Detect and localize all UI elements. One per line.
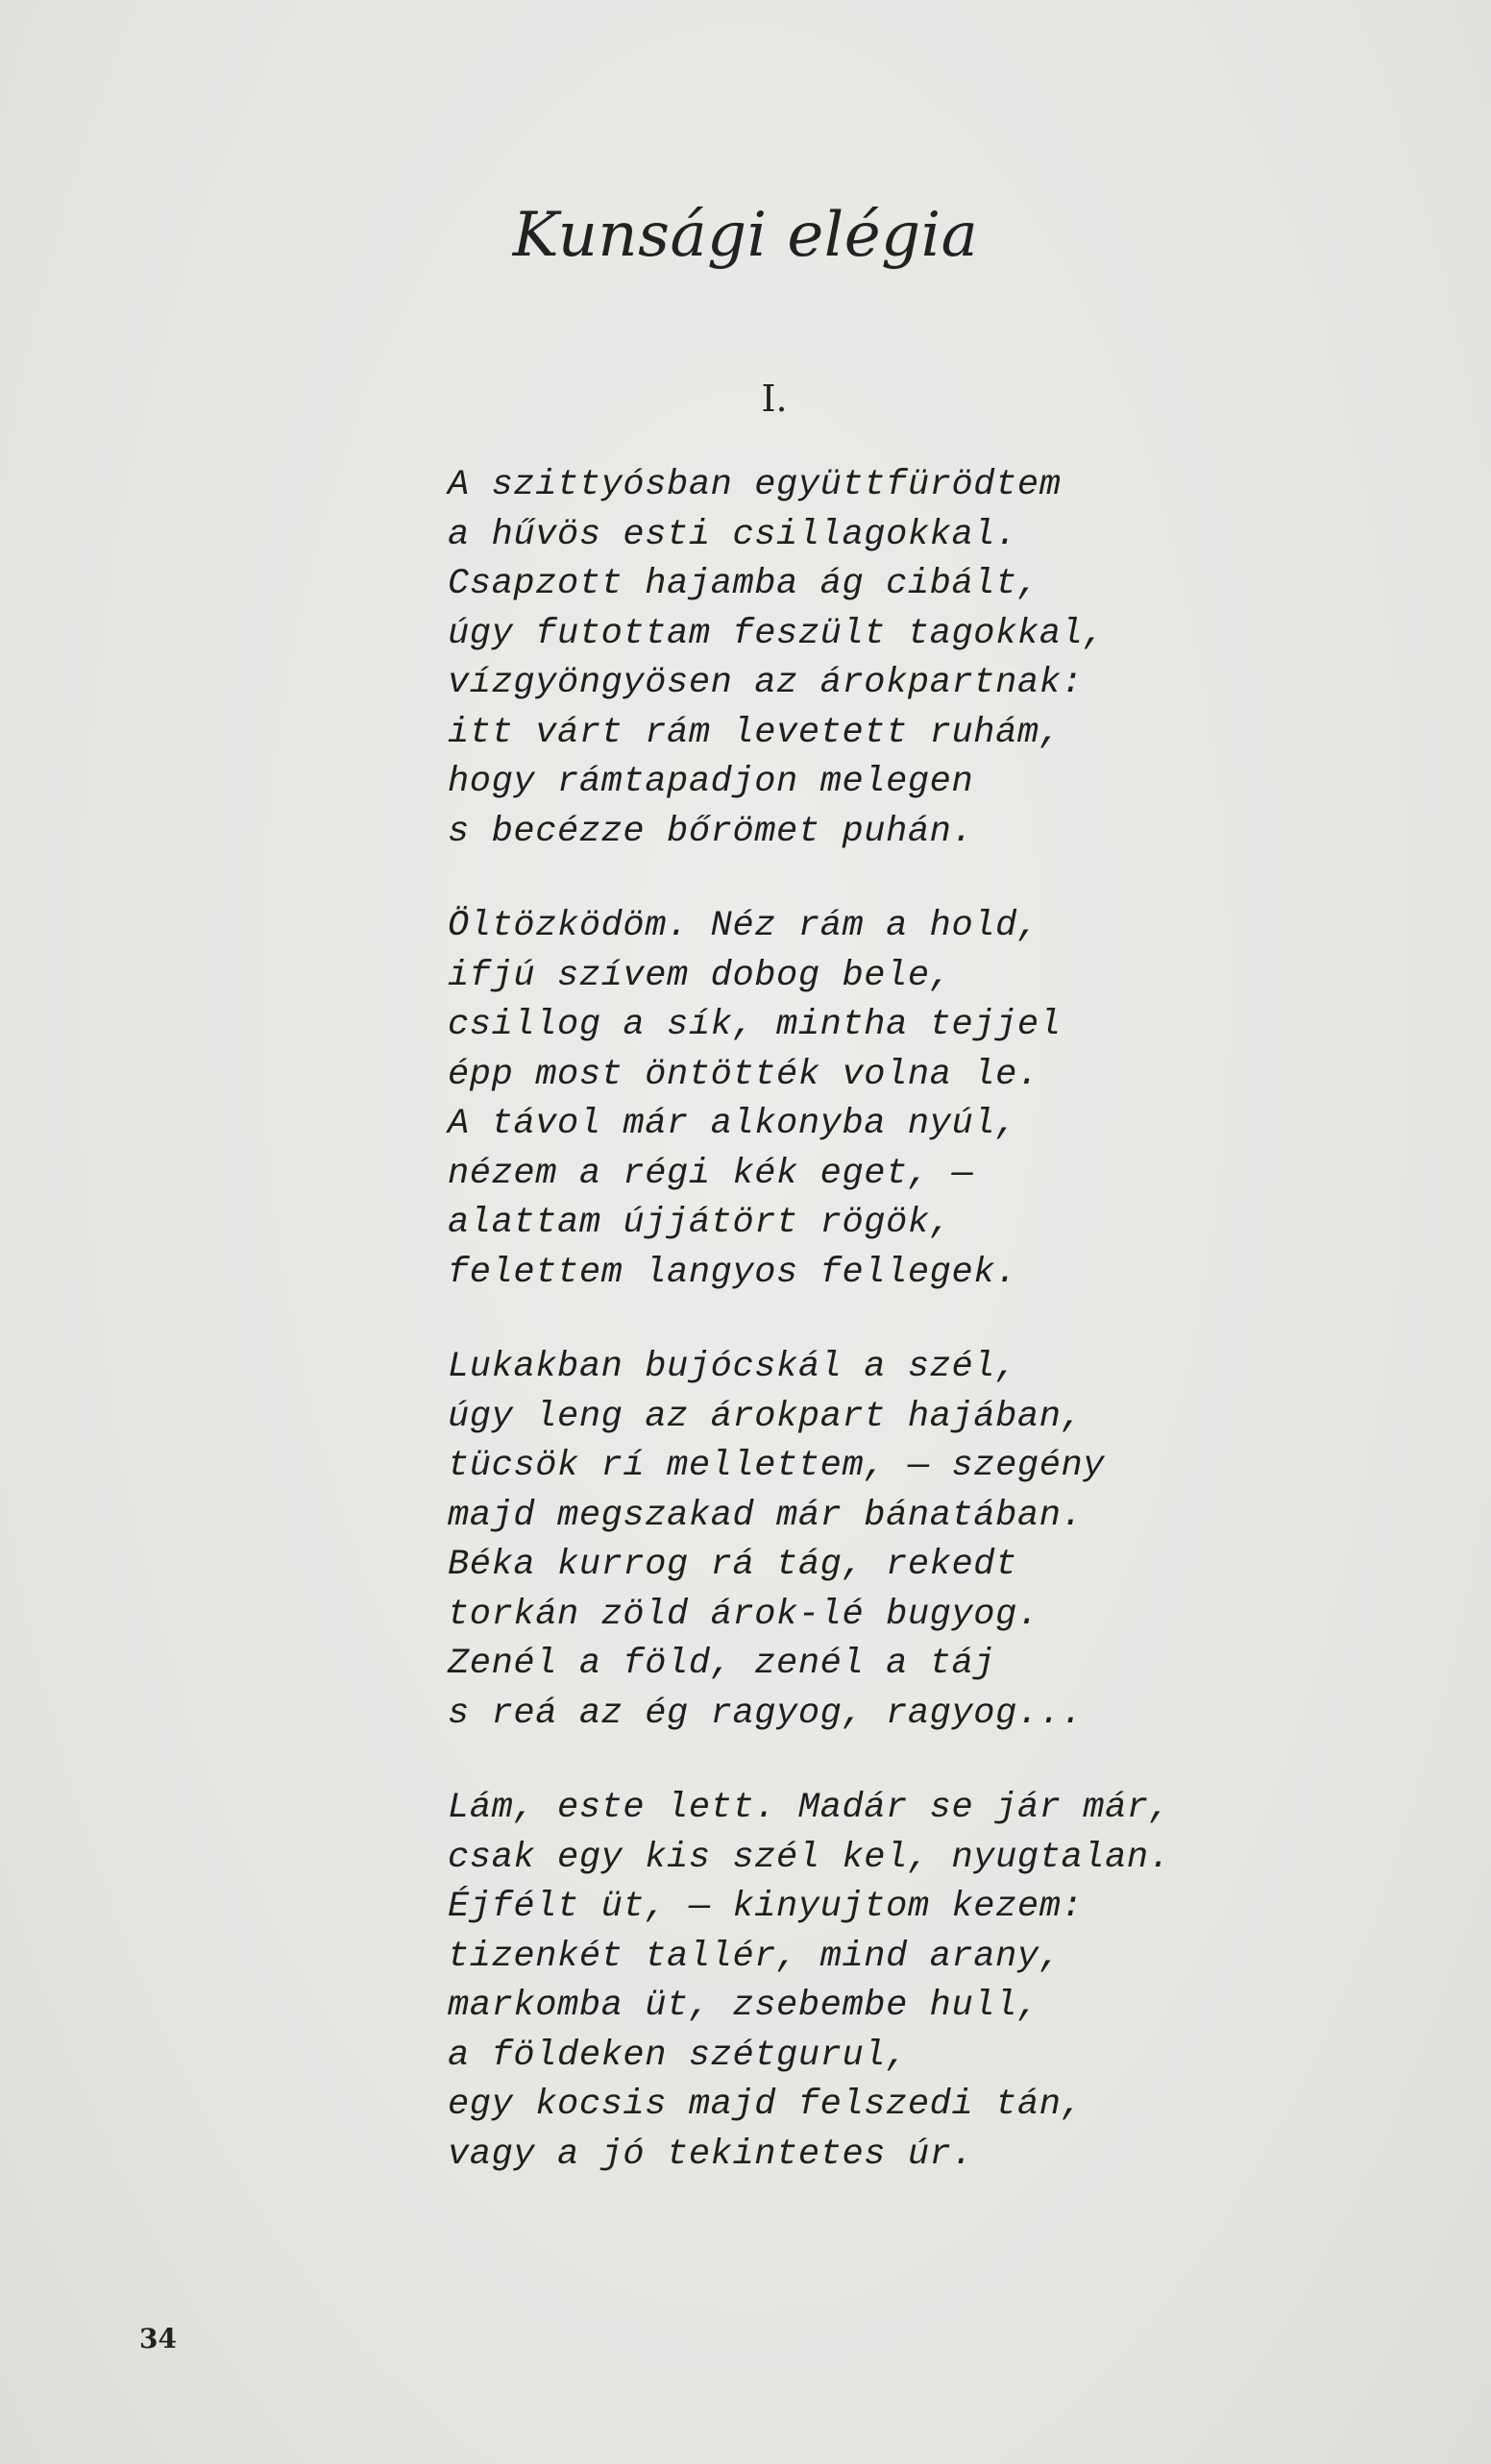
poem-line: s reá az ég ragyog, ragyog... bbox=[448, 1693, 1084, 1734]
poem-line: úgy leng az árokpart hajában, bbox=[448, 1396, 1084, 1437]
poem-line: Csapzott hajamba ág cibált, bbox=[448, 564, 1039, 604]
poem-line: ifjú szívem dobog bele, bbox=[448, 955, 952, 996]
poem-line: Zenél a föld, zenél a táj bbox=[448, 1644, 996, 1684]
poem-line: markomba üt, zsebembe hull, bbox=[448, 1986, 1039, 2026]
stanza-4 bbox=[448, 1784, 1408, 2180]
poem-line: vízgyöngyösen az árokpartnak: bbox=[448, 663, 1084, 703]
poem-line: épp most öntötték volna le. bbox=[448, 1054, 1039, 1095]
poem-line: tizenkét tallér, mind arany, bbox=[448, 1936, 1062, 1977]
stanza-2 bbox=[448, 902, 1408, 1298]
poem-line: csak egy kis szél kel, nyugtalan. bbox=[448, 1837, 1171, 1878]
poem-line: egy kocsis majd felszedi tán, bbox=[448, 2085, 1084, 2125]
poem-line: Éjfélt üt, — kinyujtom kezem: bbox=[448, 1887, 1084, 1927]
poem-line: A szittyósban együttfürödtem bbox=[448, 465, 1062, 505]
section-number: I. bbox=[761, 378, 788, 420]
poem-line: Lám, este lett. Madár se jár már, bbox=[448, 1788, 1171, 1828]
poem-line: itt várt rám levetett ruhám, bbox=[448, 712, 1062, 753]
page-number: 34 bbox=[139, 2323, 177, 2354]
poem-line: csillog a sík, mintha tejjel bbox=[448, 1005, 1062, 1045]
poem-line: s becézze bőrömet puhán. bbox=[448, 811, 974, 852]
poem-line: A távol már alkonyba nyúl, bbox=[448, 1104, 1017, 1144]
poem-line: hogy rámtapadjon melegen bbox=[448, 762, 974, 802]
stanza-1 bbox=[448, 461, 1408, 857]
poem-title: Kunsági elégia bbox=[512, 200, 979, 271]
poem-line: nézem a régi kék eget, — bbox=[448, 1153, 974, 1194]
stanza-3 bbox=[448, 1343, 1408, 1739]
poem-body bbox=[448, 461, 1408, 2225]
poem-line: felettem langyos fellegek. bbox=[448, 1252, 1017, 1293]
poem-line: torkán zöld árok-lé bugyog. bbox=[448, 1594, 1039, 1635]
poem-line: Öltözködöm. Néz rám a hold, bbox=[448, 906, 1039, 946]
poem-line: tücsök rí mellettem, — szegény bbox=[448, 1446, 1106, 1486]
poem-line: úgy futottam feszült tagokkal, bbox=[448, 613, 1106, 654]
poem-line: Béka kurrog rá tág, rekedt bbox=[448, 1545, 1017, 1585]
poem-line: a földeken szétgurul, bbox=[448, 2035, 908, 2076]
poem-line: majd megszakad már bánatában. bbox=[448, 1495, 1084, 1536]
poem-line: Lukakban bujócskál a szél, bbox=[448, 1347, 1017, 1387]
poem-line: alattam újjátört rögök, bbox=[448, 1203, 952, 1243]
poem-line: a hűvös esti csillagokkal. bbox=[448, 514, 1017, 555]
poem-line: vagy a jó tekintetes úr. bbox=[448, 2134, 974, 2175]
